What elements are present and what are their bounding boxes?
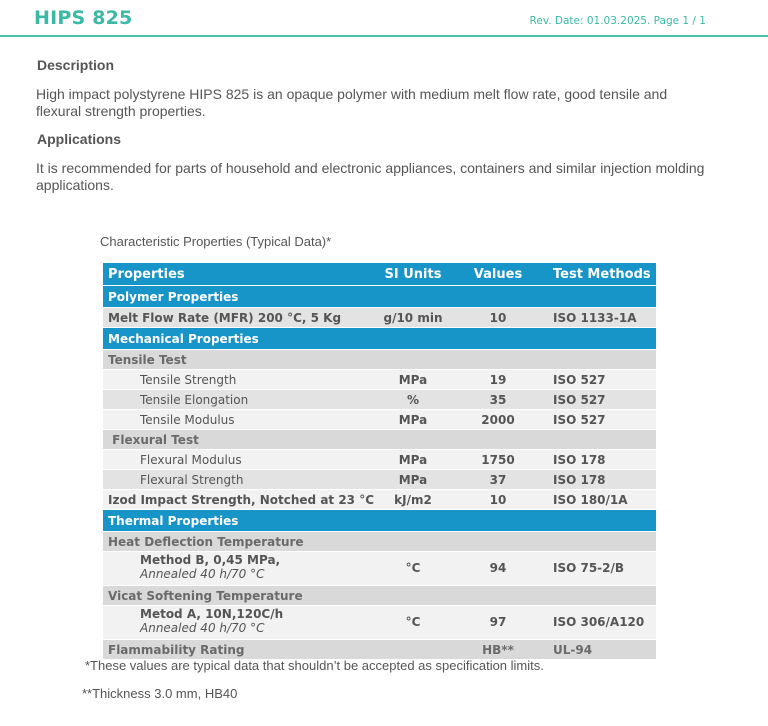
applications-heading: Applications (37, 131, 122, 147)
table-row (103, 450, 656, 469)
property-method: ISO 527 (553, 413, 606, 427)
table-row (103, 390, 656, 409)
description-heading: Description (37, 57, 115, 73)
property-value: 2000 (481, 413, 515, 427)
property-unit: MPa (398, 473, 428, 487)
category-thermal-properties (103, 510, 656, 531)
header-si-units: SI Units (384, 267, 442, 282)
table-header-row (103, 263, 656, 285)
property-value: HB** (482, 643, 514, 657)
property-unit: % (406, 393, 420, 407)
property-method: ISO 1133-1A (553, 311, 637, 325)
method-label: Method B, 0,45 MPa, (140, 553, 281, 567)
subgroup-heat-deflection (103, 532, 656, 551)
property-name: Flammability Rating (108, 643, 245, 657)
header-test-methods: Test Methods (553, 267, 651, 282)
property-unit: kJ/m2 (394, 493, 432, 507)
category-label: Mechanical Properties (108, 332, 259, 346)
property-method: ISO 178 (553, 473, 606, 487)
table-row (103, 308, 656, 327)
property-name: Flexural Strength (140, 473, 244, 487)
subgroup-vicat-softening (103, 586, 656, 605)
subgroup-label: Tensile Test (108, 353, 187, 367)
footnote-thickness: **Thickness 3.0 mm, HB40 (82, 686, 238, 701)
description-text: High impact polystyrene HIPS 825 is an opaque polymer with medium melt flow rate, good tensile and flexural strength properties. (36, 86, 668, 119)
subgroup-label: Vicat Softening Temperature (108, 589, 303, 603)
property-unit: MPa (398, 413, 428, 427)
property-value: 1750 (481, 453, 515, 467)
category-polymer-properties (103, 286, 656, 307)
table-row (103, 410, 656, 429)
property-unit: °C (405, 615, 421, 629)
property-value: 10 (489, 311, 507, 325)
property-method: ISO 527 (553, 393, 606, 407)
table-row (103, 640, 656, 659)
annealing-note: Annealed 40 h/70 °C (140, 567, 265, 581)
property-name: Izod Impact Strength, Notched at 23 °C (108, 493, 375, 507)
document-title: HIPS 825 (34, 7, 133, 29)
table-row (103, 490, 656, 509)
annealing-note: Annealed 40 h/70 °C (140, 621, 265, 635)
property-value: 97 (489, 615, 507, 629)
method-label: Metod A, 10N,120C/h (140, 607, 284, 621)
property-method: ISO 75-2/B (553, 561, 625, 575)
property-value: 10 (489, 493, 507, 507)
category-mechanical-properties (103, 328, 656, 349)
header-properties: Properties (108, 267, 185, 282)
property-method: UL-94 (553, 643, 593, 657)
category-label: Polymer Properties (108, 290, 239, 304)
footnote-typical-data: *These values are typical data that shouldn’t be accepted as specification limits. (85, 658, 544, 673)
property-name (140, 553, 280, 581)
property-name: Tensile Modulus (140, 413, 235, 427)
table-row (103, 470, 656, 489)
category-label: Thermal Properties (108, 514, 239, 528)
subgroup-flexural-test (103, 430, 656, 449)
subgroup-label: Flexural Test (108, 433, 199, 447)
property-name (140, 607, 283, 635)
property-unit: MPa (398, 373, 428, 387)
property-method: ISO 180/1A (553, 493, 628, 507)
property-method: ISO 178 (553, 453, 606, 467)
table-caption: Characteristic Properties (Typical Data)* (100, 234, 332, 249)
property-name: Tensile Elongation (140, 393, 249, 407)
property-name: Tensile Strength (140, 373, 237, 387)
table-row (103, 370, 656, 389)
property-name: Flexural Modulus (140, 453, 242, 467)
subgroup-label: Heat Deflection Temperature (108, 535, 304, 549)
property-value: 94 (489, 561, 507, 575)
property-method: ISO 527 (553, 373, 606, 387)
table-row (103, 552, 656, 585)
subgroup-tensile-test (103, 350, 656, 369)
property-unit: g/10 min (383, 311, 443, 325)
property-name: Melt Flow Rate (MFR) 200 °C, 5 Kg (108, 311, 342, 325)
property-value: 37 (489, 473, 507, 487)
revision-page-info: Rev. Date: 01.03.2025. Page 1 / 1 (529, 15, 706, 27)
property-value: 35 (489, 393, 507, 407)
applications-text: It is recommended for parts of household and electronic appliances, containers and similar injection molding applications. (36, 160, 705, 193)
header-divider (0, 35, 768, 37)
properties-table (103, 263, 656, 660)
table-row (103, 606, 656, 639)
header-values: Values (473, 267, 523, 282)
property-method: ISO 306/A120 (553, 615, 645, 629)
property-unit: MPa (398, 453, 428, 467)
property-unit: °C (405, 561, 421, 575)
property-value: 19 (489, 373, 507, 387)
